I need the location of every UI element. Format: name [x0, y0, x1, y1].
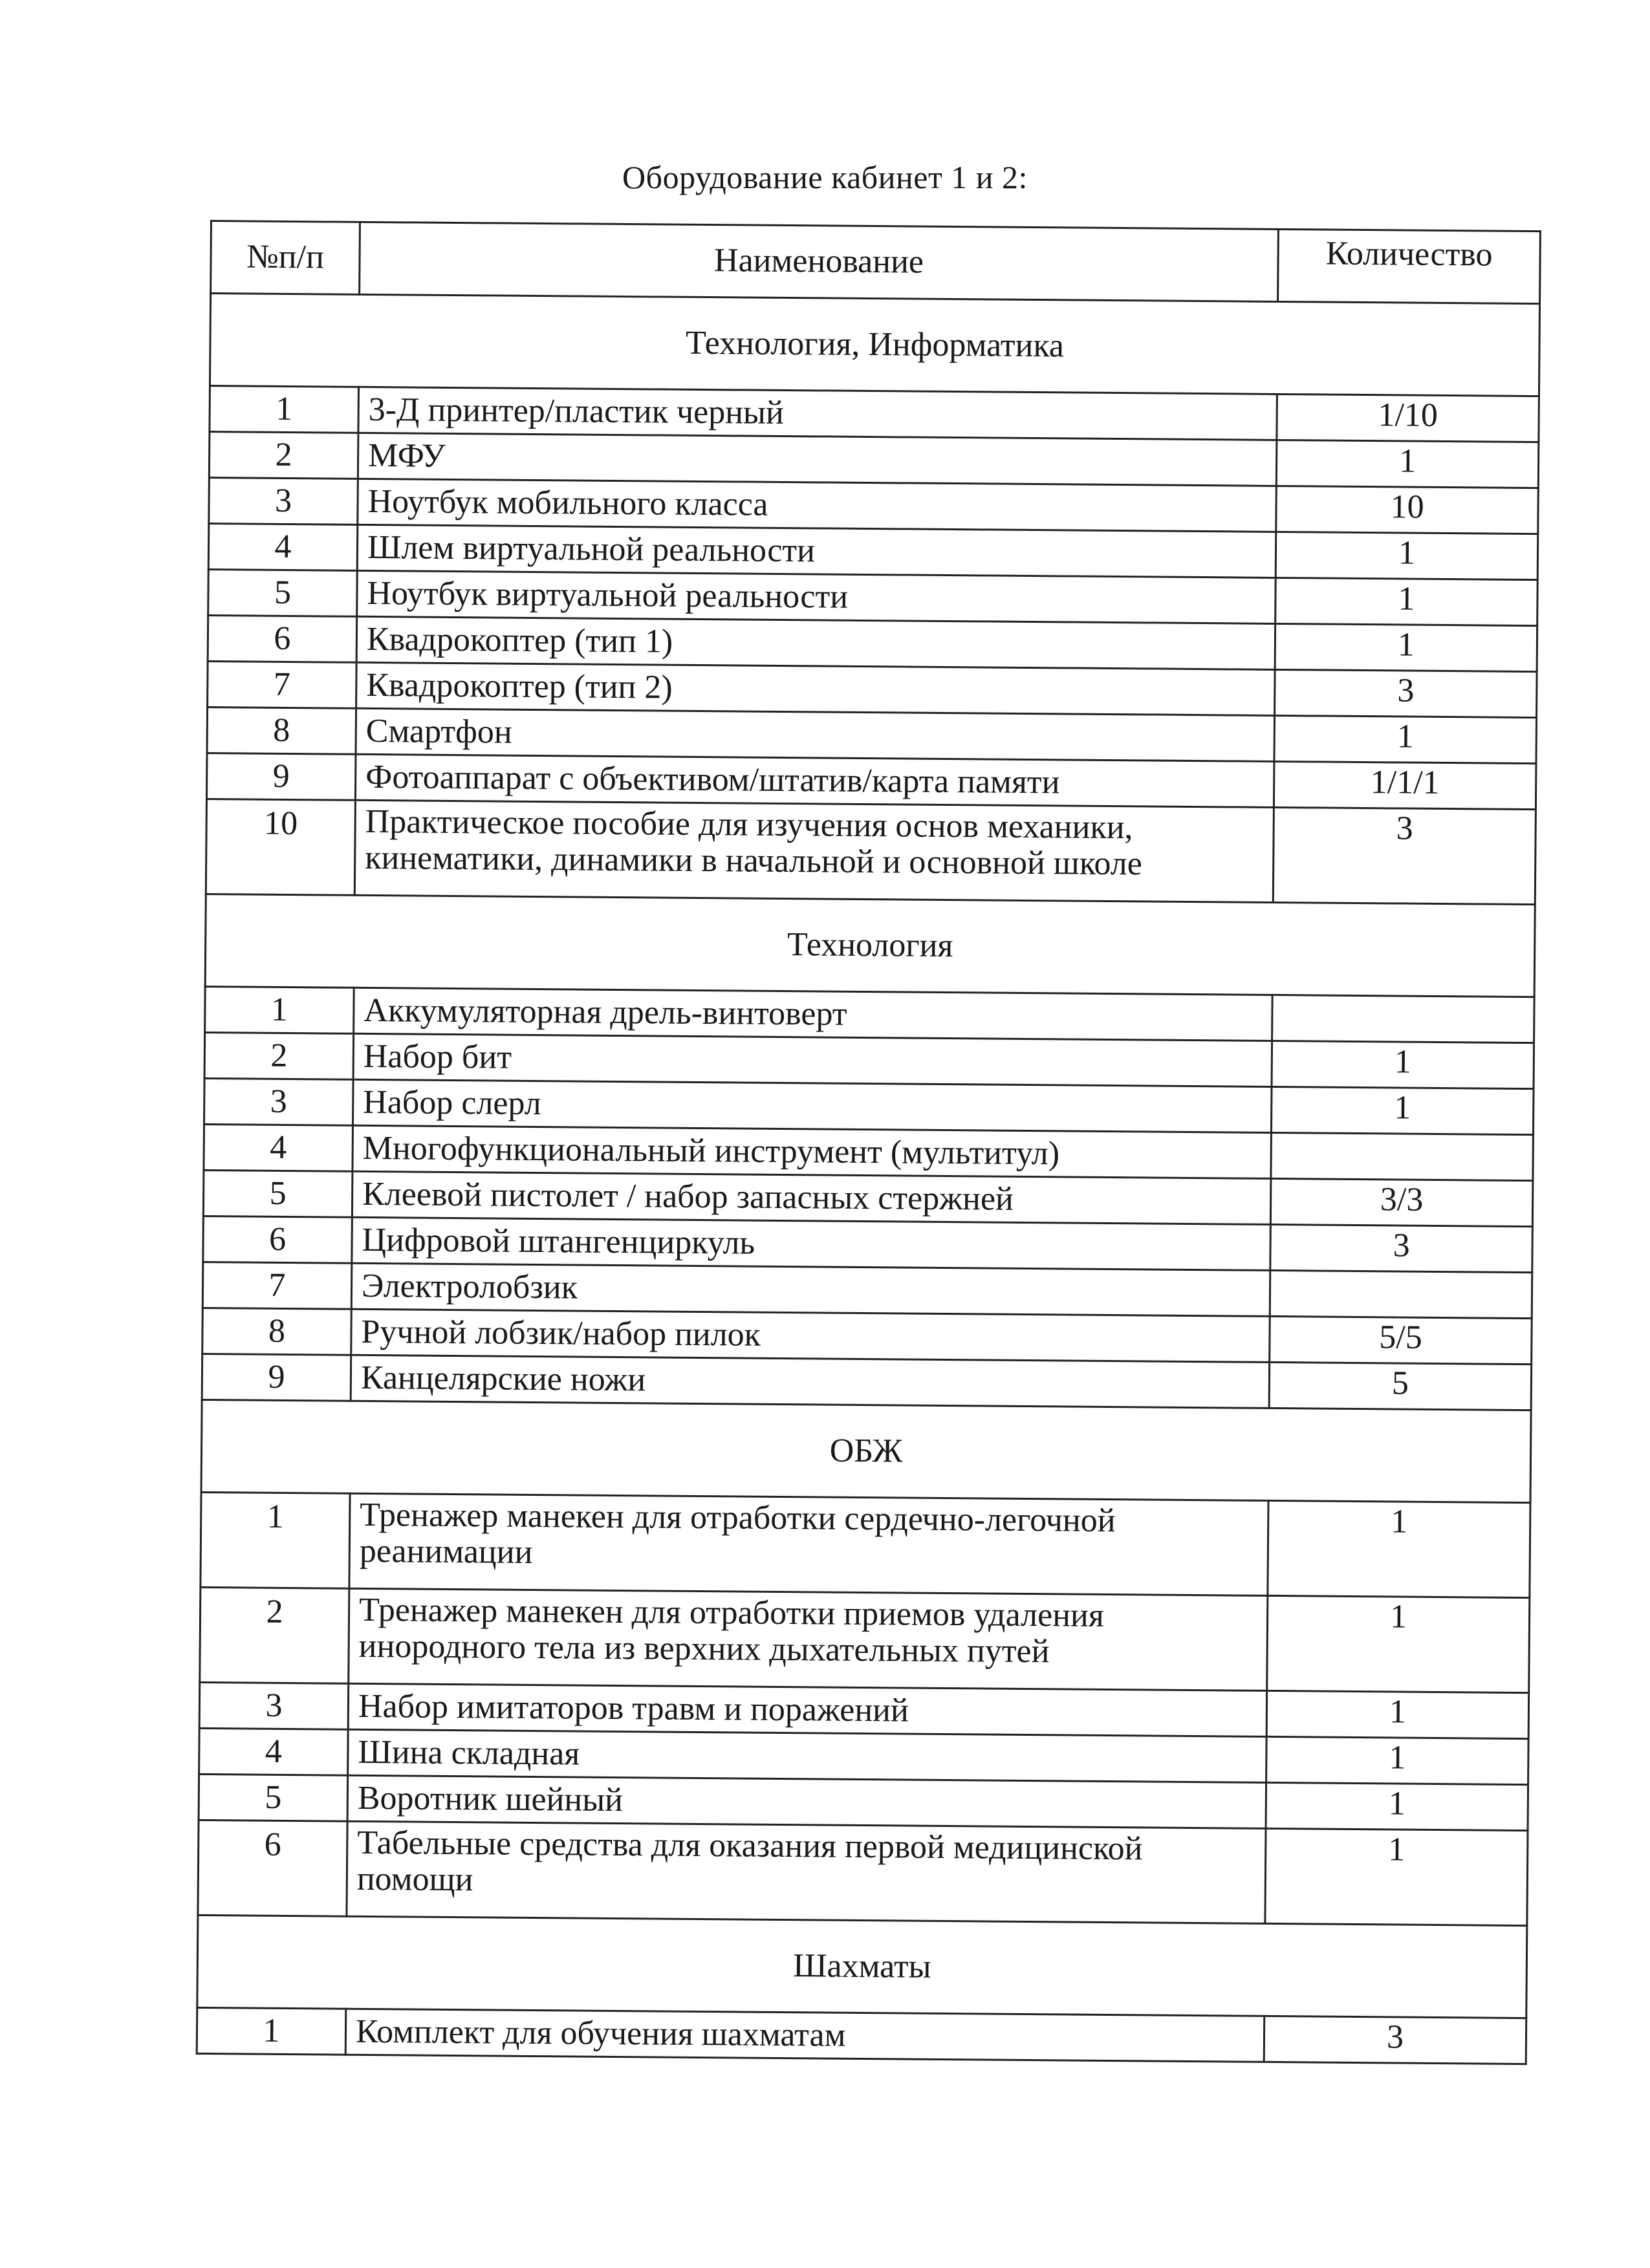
- row-number: 6: [208, 615, 357, 662]
- row-number: 7: [208, 661, 357, 708]
- equipment-table: [196, 220, 1541, 2065]
- item-quantity: [1271, 1132, 1534, 1180]
- item-name: Комплект для обучения шахматам: [345, 2009, 1265, 2062]
- item-quantity: 5: [1269, 1362, 1532, 1410]
- section-title: Шахматы: [197, 1915, 1527, 2018]
- item-name: Табельные средства для оказания первой медицинской помощи: [347, 1821, 1266, 1923]
- table-row: [206, 799, 1536, 904]
- column-header-quantity: Количество: [1278, 229, 1541, 303]
- section-header-row: [197, 1915, 1527, 2018]
- item-name: Многофункциональный инструмент (мультитул): [353, 1125, 1272, 1178]
- item-quantity: 10: [1276, 486, 1539, 534]
- item-name: Набор имитаторов травм и поражений: [348, 1683, 1267, 1736]
- section-header-row: [210, 294, 1539, 396]
- item-quantity: 1: [1275, 623, 1537, 671]
- table-header-row: [211, 221, 1541, 304]
- item-name: Квадрокоптер (тип 2): [356, 662, 1275, 715]
- section-title: Технология: [205, 894, 1535, 997]
- table-row: [201, 1492, 1530, 1597]
- row-number: 6: [203, 1216, 353, 1263]
- row-number: 3: [199, 1682, 349, 1729]
- item-quantity: 1: [1266, 1736, 1529, 1784]
- row-number: 8: [202, 1308, 352, 1355]
- item-name: Смартфон: [356, 708, 1275, 761]
- item-quantity: 1/1/1: [1274, 761, 1536, 809]
- column-header-number: №п/п: [211, 221, 360, 295]
- item-name: Канцелярские ножи: [351, 1355, 1270, 1408]
- row-number: 3: [204, 1078, 354, 1125]
- table-row: [197, 2007, 1526, 2064]
- row-number: 3: [209, 477, 358, 524]
- item-name: Цифровой штангенциркуль: [352, 1217, 1271, 1270]
- row-number: 1: [197, 2007, 346, 2055]
- section-header-row: [201, 1399, 1531, 1502]
- item-quantity: 1: [1266, 1690, 1529, 1738]
- page-title: Оборудование кабинет 1 и 2:: [622, 159, 1028, 195]
- item-quantity: 1: [1266, 1782, 1528, 1830]
- item-name: Шина складная: [348, 1729, 1267, 1782]
- item-quantity: 3: [1264, 2016, 1526, 2064]
- row-number: 2: [209, 432, 358, 479]
- item-quantity: 1: [1272, 1041, 1534, 1088]
- item-name: Ноутбук виртуальной реальности: [357, 570, 1276, 623]
- equipment-sheet: [196, 220, 1539, 2065]
- table-body: [197, 294, 1539, 2064]
- item-quantity: 1: [1276, 440, 1539, 488]
- item-name: Электролобзик: [351, 1263, 1270, 1316]
- section-title: Технология, Информатика: [210, 294, 1539, 396]
- item-name: Воротник шейный: [347, 1775, 1266, 1828]
- item-name: Тренажер манекен для отработки сердечно-легочной реанимации: [349, 1493, 1268, 1595]
- row-number: 9: [202, 1354, 351, 1401]
- item-quantity: [1270, 1270, 1532, 1318]
- section-header-row: [205, 894, 1535, 997]
- row-number: 6: [198, 1820, 347, 1916]
- item-name: Клеевой пистолет / набор запасных стержней: [352, 1171, 1271, 1224]
- row-number: 1: [210, 386, 359, 433]
- item-name: Набор бит: [353, 1033, 1272, 1086]
- item-name: Аккумуляторная дрель-винтоверт: [354, 988, 1273, 1041]
- item-quantity: 3: [1275, 669, 1537, 717]
- item-quantity: 3: [1273, 807, 1536, 904]
- table-row: [200, 1587, 1530, 1692]
- row-number: 2: [204, 1032, 354, 1079]
- row-number: 7: [202, 1262, 352, 1309]
- item-quantity: 3: [1270, 1224, 1533, 1272]
- item-quantity: 1/10: [1277, 394, 1539, 442]
- row-number: 2: [200, 1587, 349, 1683]
- row-number: 5: [208, 569, 358, 616]
- row-number: 5: [203, 1170, 353, 1217]
- item-quantity: 1: [1268, 1500, 1530, 1597]
- row-number: 10: [206, 799, 355, 895]
- item-name: Ручной лобзик/набор пилок: [351, 1309, 1270, 1362]
- row-number: 4: [208, 523, 358, 570]
- item-name: Фотоаппарат с объективом/штатив/карта памяти: [355, 754, 1274, 807]
- item-name: Набор слерл: [353, 1079, 1272, 1132]
- item-name: Тренажер манекен для отработки приемов удаления инородного тела из верхних дыхательных путей: [349, 1588, 1268, 1690]
- item-quantity: 5/5: [1270, 1316, 1532, 1364]
- item-name: МФУ: [358, 433, 1277, 486]
- row-number: 4: [204, 1124, 353, 1171]
- item-quantity: 1: [1275, 578, 1538, 625]
- row-number: 9: [206, 753, 356, 800]
- item-name: 3-Д принтер/пластик черный: [358, 387, 1277, 440]
- item-quantity: 1: [1265, 1828, 1528, 1925]
- column-header-name: Наименование: [360, 222, 1279, 301]
- item-quantity: 1: [1271, 1086, 1534, 1134]
- item-quantity: 1: [1275, 532, 1538, 579]
- section-title: ОБЖ: [201, 1399, 1531, 1502]
- table-row: [198, 1820, 1528, 1925]
- row-number: 4: [199, 1728, 349, 1775]
- item-quantity: 1: [1267, 1595, 1530, 1692]
- row-number: 1: [205, 986, 354, 1033]
- item-name: Практическое пособие для изучения основ механики, кинематики, динамики в начальной и основной школе: [354, 800, 1274, 902]
- item-quantity: [1272, 995, 1535, 1042]
- row-number: 1: [201, 1492, 350, 1588]
- row-number: 5: [199, 1774, 348, 1821]
- item-quantity: 3/3: [1270, 1178, 1533, 1226]
- item-name: Квадрокоптер (тип 1): [356, 616, 1275, 669]
- item-name: Ноутбук мобильного класса: [358, 479, 1277, 532]
- item-name: Шлем виртуальной реальности: [357, 524, 1276, 578]
- row-number: 8: [207, 707, 356, 754]
- item-quantity: 1: [1274, 715, 1537, 763]
